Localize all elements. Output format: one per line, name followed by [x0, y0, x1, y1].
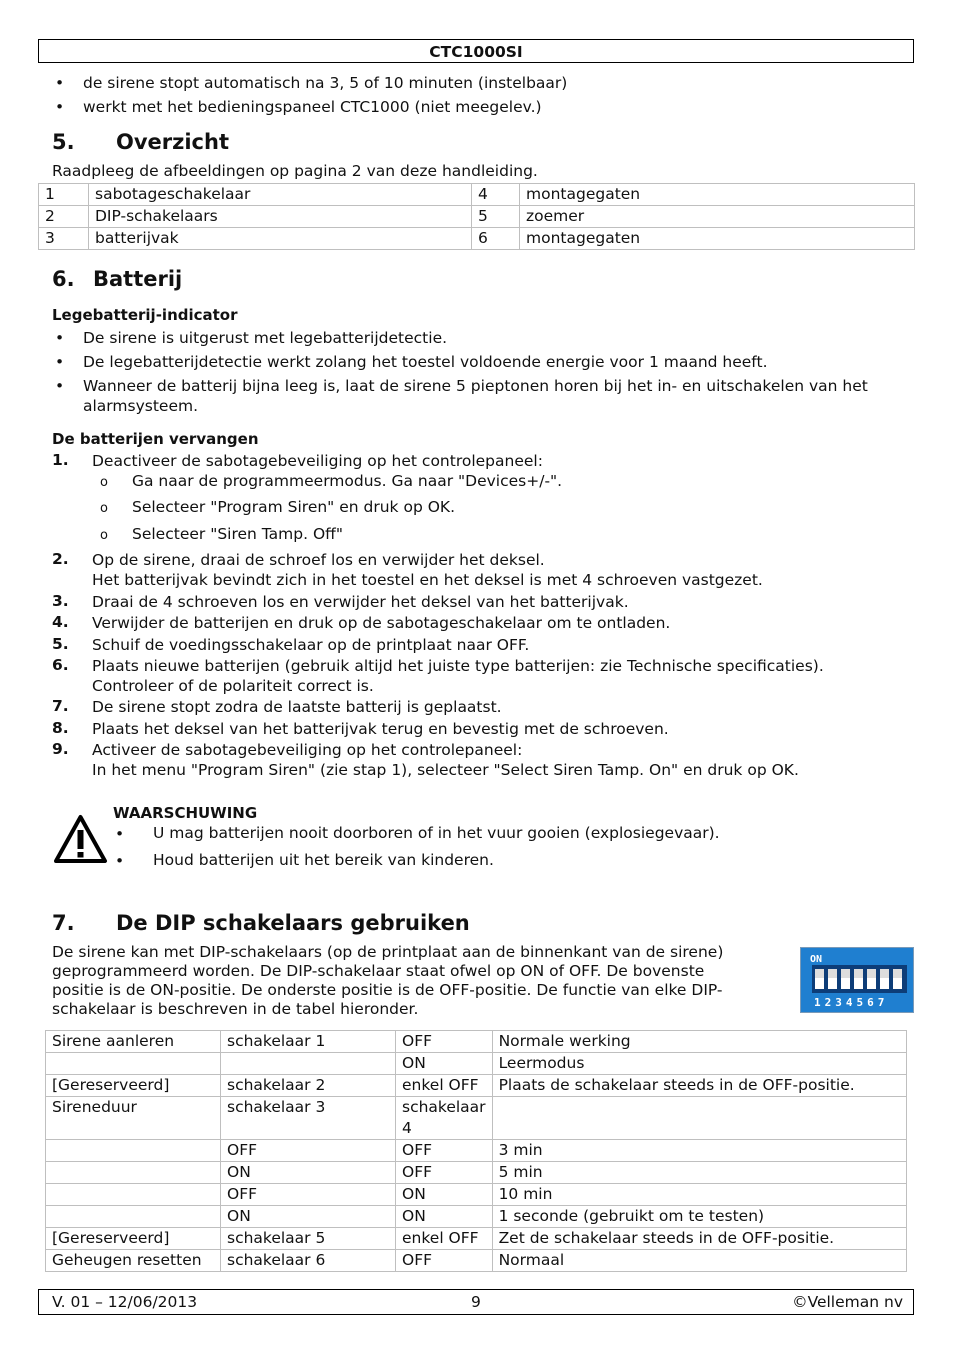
table-cell: ON	[221, 1206, 396, 1228]
table-cell: 5	[472, 206, 520, 228]
table-cell	[492, 1097, 906, 1140]
table-row	[46, 1250, 907, 1272]
table-cell: 6	[472, 228, 520, 250]
table-cell: Sireneduur	[46, 1097, 221, 1140]
table-cell: schakelaar 5	[221, 1228, 396, 1250]
bullet-icon: •	[115, 852, 125, 870]
table-cell: OFF	[221, 1184, 396, 1206]
bullet-icon: •	[55, 98, 65, 116]
step-number: 9.	[52, 740, 69, 758]
step-text: De sirene stopt zodra de laatste batterij is geplaatst.	[92, 698, 502, 716]
step-text: Activeer de sabotagebeveiliging op het controlepaneel: In het menu "Program Siren" (zie stap 1), selecteer "Select Siren Tamp. On" en druk op OK.	[92, 741, 799, 779]
step-number: 7.	[52, 697, 69, 715]
table-cell: OFF	[396, 1250, 493, 1272]
table-cell: Normale werking	[492, 1031, 906, 1053]
table-cell: OFF	[396, 1140, 493, 1162]
step-number: 2.	[52, 550, 69, 568]
table-row	[46, 1162, 907, 1184]
table-cell: ON	[221, 1162, 396, 1184]
document-footer	[38, 1289, 914, 1315]
table-row	[46, 1228, 907, 1250]
section-5-text: Raadpleeg de afbeeldingen op pagina 2 van deze handleiding.	[52, 162, 538, 180]
warning-triangle-icon	[53, 814, 108, 864]
step-number: 3.	[52, 592, 69, 610]
table-cell: enkel OFF	[396, 1228, 493, 1250]
subheading-low-battery: Legebatterij-indicator	[52, 306, 238, 324]
table-cell: 3	[39, 228, 89, 250]
table-cell: ON	[396, 1184, 493, 1206]
overview-table	[38, 183, 915, 250]
table-row	[39, 206, 915, 228]
table-cell: 3 min	[492, 1140, 906, 1162]
circle-bullet-icon: o	[100, 475, 108, 490]
circle-bullet-icon: o	[100, 528, 108, 543]
dip-switch-3	[841, 969, 850, 989]
table-cell	[46, 1053, 221, 1075]
table-cell	[46, 1184, 221, 1206]
step-text: Schuif de voedingsschakelaar op de printplaat naar OFF.	[92, 636, 530, 654]
step-number: 5.	[52, 635, 69, 653]
table-cell: montagegaten	[520, 228, 915, 250]
table-row	[46, 1206, 907, 1228]
table-row	[46, 1075, 907, 1097]
table-cell: ON	[396, 1053, 493, 1075]
warning-title: WAARSCHUWING	[113, 804, 258, 822]
dip-switch-5	[867, 969, 876, 989]
section-7-text: De sirene kan met DIP-schakelaars (op de printplaat aan de binnenkant van de sirene) geprogrammeerd worden. De DIP-schakelaar staat ofwel op ON of OFF. De bovenste positie is de ON-positie. De onderste positie is de OFF-positie. De functie van elke DIP- schakelaar is beschreven in de tabel hieronder.	[52, 943, 724, 1018]
table-cell: OFF	[221, 1140, 396, 1162]
section-5-heading: 5. Overzicht	[52, 130, 229, 154]
table-cell: [Gereserveerd]	[46, 1228, 221, 1250]
bullet-icon: •	[55, 353, 65, 371]
warning-item-1: U mag batterijen nooit doorboren of in het vuur gooien (explosiegevaar).	[153, 824, 720, 842]
table-cell	[46, 1162, 221, 1184]
bullet-icon: •	[115, 825, 125, 843]
table-row	[46, 1053, 907, 1075]
table-cell: OFF	[396, 1031, 493, 1053]
table-cell: schakelaar 6	[221, 1250, 396, 1272]
dip-switch-1	[815, 969, 824, 989]
table-cell: 1	[39, 184, 89, 206]
warning-item-2: Houd batterijen uit het bereik van kinderen.	[153, 851, 494, 869]
document-header: CTC1000SI	[38, 39, 914, 63]
battery-bullet-3: Wanneer de batterij bijna leeg is, laat de sirene 5 pieptonen horen bij het in- en uitschakelen van het alarmsysteem.	[83, 377, 868, 415]
dip-table	[45, 1030, 907, 1272]
dip-switch-image	[800, 947, 914, 1013]
substep-text: Ga naar de programmeermodus. Ga naar "Devices+/-".	[132, 472, 563, 490]
circle-bullet-icon: o	[100, 501, 108, 516]
section-7-heading: 7. De DIP schakelaars gebruiken	[52, 911, 470, 935]
step-number: 4.	[52, 613, 69, 631]
table-row	[46, 1184, 907, 1206]
table-cell: [Gereserveerd]	[46, 1075, 221, 1097]
table-cell: schakelaar 1	[221, 1031, 396, 1053]
intro-bullet-1: de sirene stopt automatisch na 3, 5 of 10 minuten (instelbaar)	[83, 74, 568, 92]
step-text: Verwijder de batterijen en druk op de sabotageschakelaar om te ontladen.	[92, 614, 671, 632]
page-number: 9	[471, 1293, 481, 1311]
substep-text: Selecteer "Siren Tamp. Off"	[132, 525, 343, 543]
bullet-icon: •	[55, 329, 65, 347]
step-text: Deactiveer de sabotagebeveiliging op het controlepaneel:	[92, 452, 543, 470]
table-row	[46, 1097, 907, 1140]
table-cell: schakelaar 3	[221, 1097, 396, 1140]
step-number: 1.	[52, 451, 69, 469]
intro-bullet-2: werkt met het bedieningspaneel CTC1000 (niet meegelev.)	[83, 98, 542, 116]
table-cell	[46, 1140, 221, 1162]
footer-version: V. 01 – 12/06/2013	[52, 1293, 198, 1311]
step-text: Draai de 4 schroeven los en verwijder het deksel van het batterijvak.	[92, 593, 629, 611]
dip-switch-block	[812, 965, 907, 993]
footer-copyright: ©Velleman nv	[792, 1293, 903, 1311]
table-cell: montagegaten	[520, 184, 915, 206]
table-cell: Zet de schakelaar steeds in de OFF-positie.	[492, 1228, 906, 1250]
table-cell: sabotageschakelaar	[89, 184, 472, 206]
dip-switch-4	[854, 969, 863, 989]
dip-switch-6	[880, 969, 889, 989]
table-cell: zoemer	[520, 206, 915, 228]
dip-numbers: 1234567	[814, 996, 889, 1009]
table-row	[46, 1031, 907, 1053]
table-cell: 5 min	[492, 1162, 906, 1184]
step-text: Plaats nieuwe batterijen (gebruik altijd het juiste type batterijen: zie Technische specificaties). Controleer of de polariteit correct is.	[92, 657, 824, 695]
substep-text: Selecteer "Program Siren" en druk op OK.	[132, 498, 456, 516]
bullet-icon: •	[55, 74, 65, 92]
table-cell: Plaats de schakelaar steeds in de OFF-positie.	[492, 1075, 906, 1097]
table-cell: Geheugen resetten	[46, 1250, 221, 1272]
table-cell: 1 seconde (gebruikt om te testen)	[492, 1206, 906, 1228]
table-cell	[46, 1206, 221, 1228]
table-cell: Sirene aanleren	[46, 1031, 221, 1053]
table-row	[46, 1140, 907, 1162]
table-cell: Leermodus	[492, 1053, 906, 1075]
step-text: Op de sirene, draai de schroef los en verwijder het deksel. Het batterijvak bevindt zich in het toestel en het deksel is met 4 schroeven vastgezet.	[92, 551, 763, 589]
step-number: 8.	[52, 719, 69, 737]
table-cell: DIP-schakelaars	[89, 206, 472, 228]
table-cell: batterijvak	[89, 228, 472, 250]
table-cell: ON	[396, 1206, 493, 1228]
table-cell: Normaal	[492, 1250, 906, 1272]
table-cell: schakelaar 2	[221, 1075, 396, 1097]
dip-switch-7	[893, 969, 902, 989]
table-cell: 2	[39, 206, 89, 228]
table-cell: schakelaar 4	[396, 1097, 493, 1140]
subheading-replace-batteries: De batterijen vervangen	[52, 430, 259, 448]
dip-on-label: ON	[810, 954, 823, 965]
section-6-heading: 6. Batterij	[52, 267, 183, 291]
battery-bullet-1: De sirene is uitgerust met legebatterijdetectie.	[83, 329, 448, 347]
table-cell: 10 min	[492, 1184, 906, 1206]
step-number: 6.	[52, 656, 69, 674]
dip-switch-2	[828, 969, 837, 989]
step-text: Plaats het deksel van het batterijvak terug en bevestig met de schroeven.	[92, 720, 669, 738]
table-cell	[221, 1053, 396, 1075]
table-cell: 4	[472, 184, 520, 206]
battery-bullet-2: De legebatterijdetectie werkt zolang het toestel voldoende energie voor 1 maand heeft.	[83, 353, 768, 371]
table-row	[39, 228, 915, 250]
table-cell: enkel OFF	[396, 1075, 493, 1097]
table-row	[39, 184, 915, 206]
table-cell: OFF	[396, 1162, 493, 1184]
bullet-icon: •	[55, 377, 65, 395]
